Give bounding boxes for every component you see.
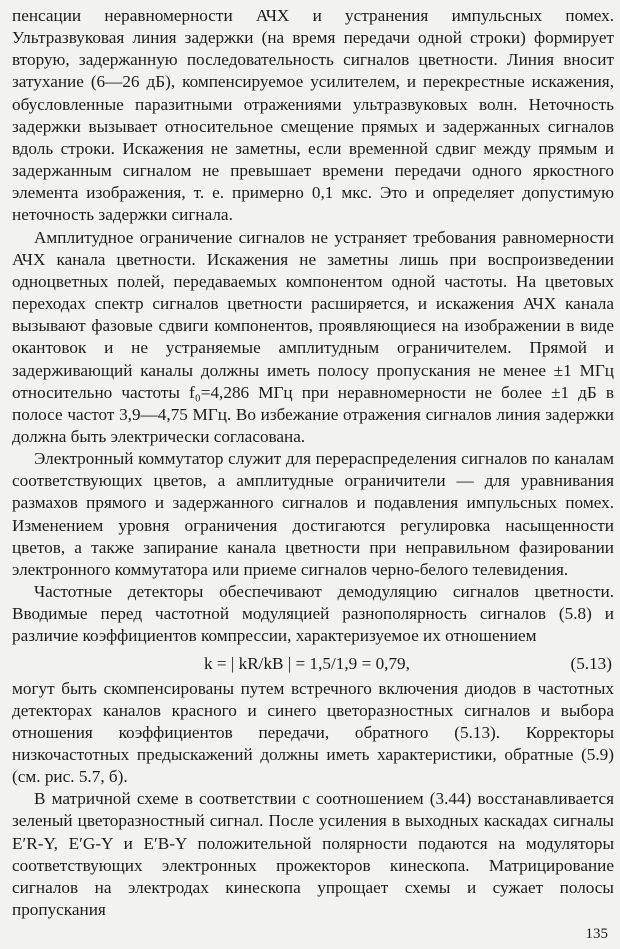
- paragraph-5: могут быть скомпенсированы путем встречного включения диодов в частотных детекторах каналов красного и синего цветоразностных сигналов и выбора отношения коэффициентов передачи, обратного (5.13). Корректоры низкочастотных предыскажений должны иметь характеристики, обратные (5.9) (см. рис. 5.7, б).: [12, 678, 614, 787]
- paragraph-6: В матричной схеме в соответствии с соотношением (3.44) восстанавливается зеленый цветоразностный сигнал. После усиления в выходных каскадах сигналы E′R-Y, E′G-Y и E′B-Y положительной полярности подаются на модуляторы соответствующих электронных прожекторов кинескопа. Матрицирование сигналов на электродах кинескопа упрощает схемы и сужает полосы пропускания: [12, 789, 614, 920]
- formula-body: k = | kR/kB | = 1,5/1,9 = 0,79,: [204, 653, 410, 673]
- formula-5-13: [12, 652, 614, 676]
- paragraph-3: Электронный коммутатор служит для перераспределения сигналов по каналам соответствующих цветов, а амплитудные ограничители — для уравнивания размахов прямого и задержанного сигналов и подавления импульсных помех. Изменением уровня ограничения достигаются регулировка насыщенности цветов, а также запирание канала цветности при неправильном фазировании электронного коммутатора или приеме сигналов черно-белого телевидения.: [12, 449, 614, 579]
- paragraph-2: Амплитудное ограничение сигналов не устраняет требования равномерности АЧХ канала цветности. Искажения не заметны лишь при воспроизведении одноцветных полей, передаваемых компонентом одной частоты. На цветовых переходах спектр сигналов цветности расширяется, и искажения АЧХ канала вызывают фазовые сдвиги компонентов, проявляющиеся на изображении в виде окантовок и не устраняемые амплитудным ограничителем. Прямой и задерживающий каналы должны иметь полосу пропускания не менее ±1 МГц относительно частоты f₀=4,286 МГц при неравномерности не более ±1 дБ в полосе частот 3,9—4,75 МГц. Во избежание отражения сигналов линия задержки должна быть электрически согласована.: [12, 227, 614, 446]
- paragraph-1: пенсации неравномерности АЧХ и устранения импульсных помех. Ультразвуковая линия задержки (на время передачи одной строки) формирует вторую, задержанную последовательность сигналов цветности. Линия вносит затухание (6—26 дБ), компенсируемое усилителем, и перекрестные искажения, обусловленные паразитными отражениями ультразвуковых волн. Неточность задержки вызывает относительное смещение прямых и задержанных сигналов вдоль строки. Искажения не заметны, если временной сдвиг между прямым и задержанным сигналом не превышает времени передачи одного яркостного элемента изображения, т. е. примерно 0,1 мкс. Это и определяет допустимую неточность задержки сигнала.: [12, 6, 614, 225]
- formula-number: (5.13): [570, 653, 612, 673]
- paragraph-4: Частотные детекторы обеспечивают демодуляцию сигналов цветности. Вводимые перед частотной модуляцией разнополярность сигналов (5.8) и различие коэффициентов компрессии, характеризуемое их отношением: [12, 582, 614, 646]
- page-number: 135: [585, 926, 608, 942]
